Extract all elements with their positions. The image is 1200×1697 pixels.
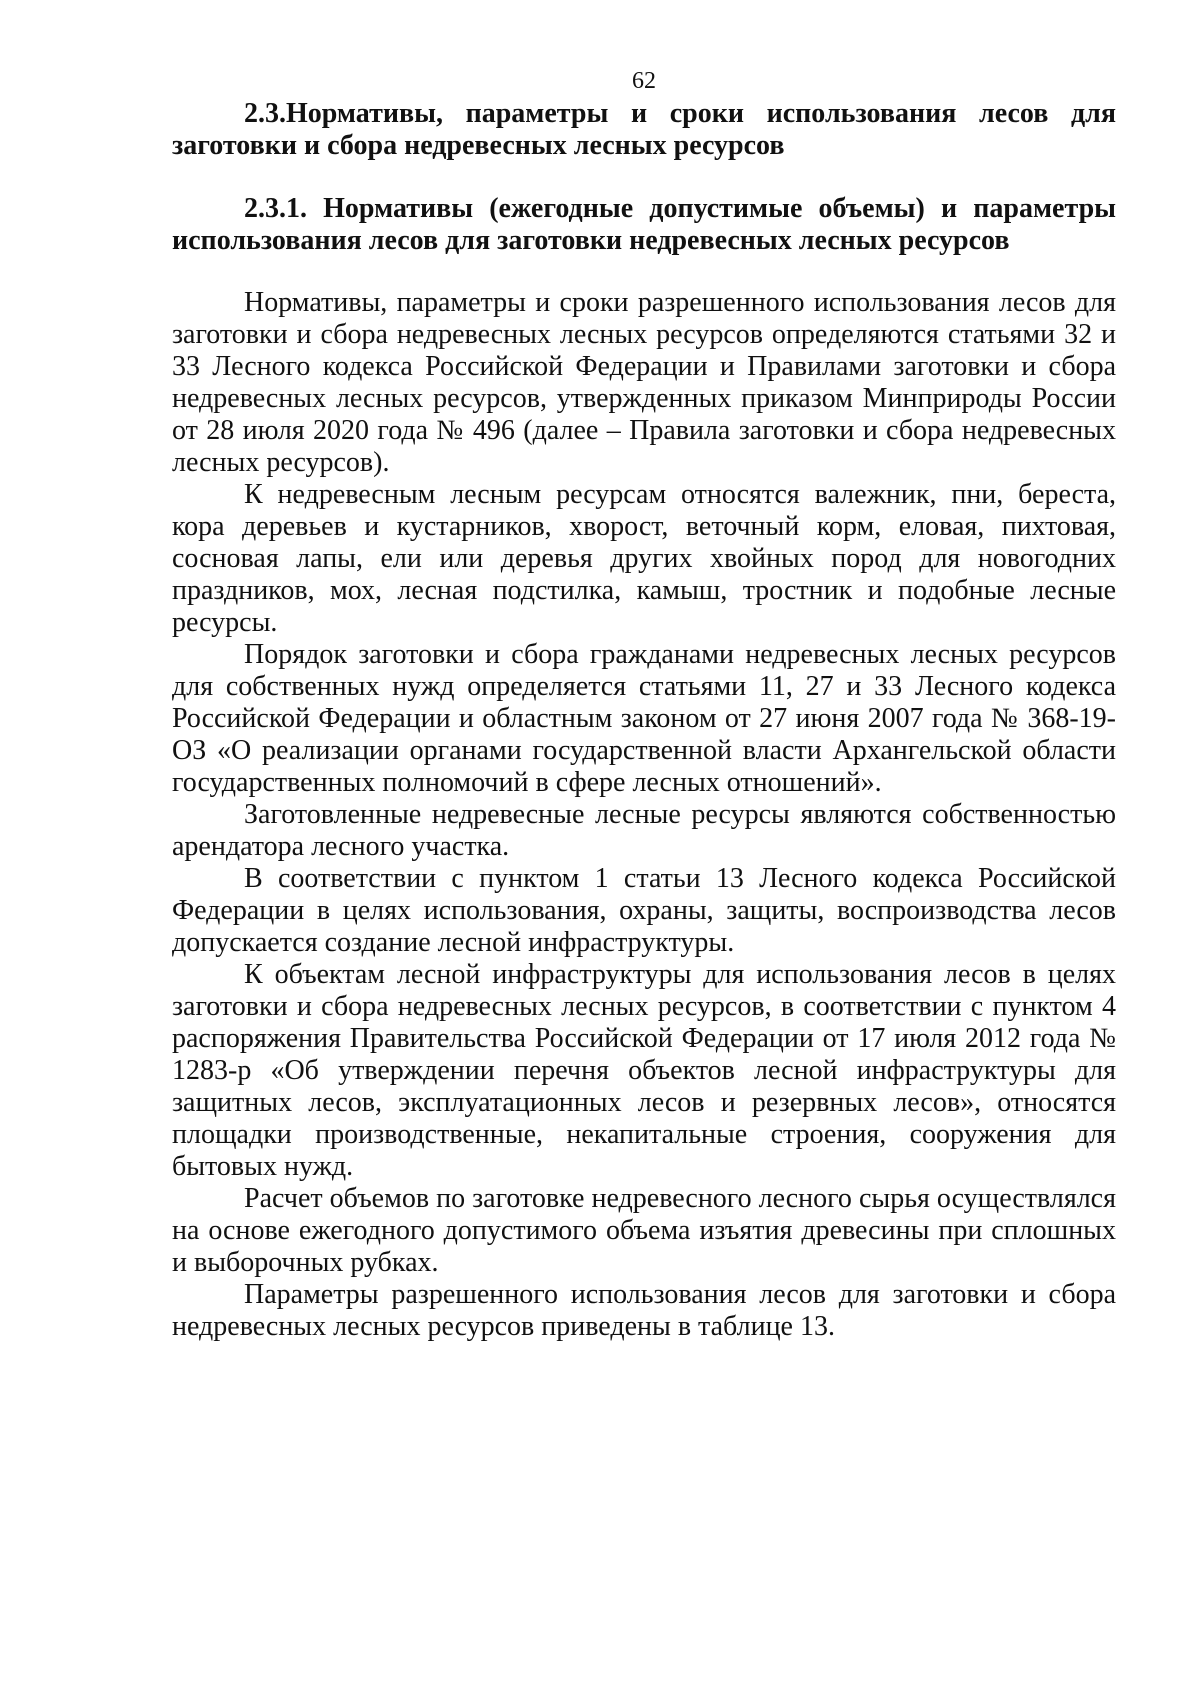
paragraph: К объектам лесной инфраструктуры для использования лесов в целях заготовки и сбора недревесных лесных ресурсов, в соответствии с пунктом 4 распоряжения Правительства Российской Федерации от 17 июля 2012 года № 1283-р «Об утверждении перечня объектов лесной инфраструктуры для защитных лесов, эксплуатационных лесов и резервных лесов», относятся площадки производственные, некапитальные строения, сооружения для бытовых нужд. bbox=[172, 959, 1116, 1182]
body-text bbox=[172, 287, 1116, 1343]
paragraph: К недревесным лесным ресурсам относятся валежник, пни, береста, кора деревьев и кустарников, хворост, веточный корм, еловая, пихтовая, сосновая лапы, ели или деревья других хвойных пород для новогодних праздников, мох, лесная подстилка, камыш, тростник и подобные лесные ресурсы. bbox=[172, 479, 1116, 638]
paragraph: Расчет объемов по заготовке недревесного лесного сырья осуществлялся на основе ежегодного допустимого объема изъятия древесины при сплошных и выборочных рубках. bbox=[172, 1183, 1116, 1278]
paragraph: Параметры разрешенного использования лесов для заготовки и сбора недревесных лесных ресурсов приведены в таблице 13. bbox=[172, 1279, 1116, 1342]
page-number: 62 bbox=[632, 68, 656, 94]
section-heading: 2.3.Нормативы, параметры и сроки использования лесов для заготовки и сбора недревесных лесных ресурсов bbox=[172, 98, 1116, 161]
subsection-heading: 2.3.1. Нормативы (ежегодные допустимые объемы) и параметры использования лесов для заготовки недревесных лесных ресурсов bbox=[172, 193, 1116, 256]
paragraph: В соответствии с пунктом 1 статьи 13 Лесного кодекса Российской Федерации в целях использования, охраны, защиты, воспроизводства лесов допускается создание лесной инфраструктуры. bbox=[172, 863, 1116, 958]
paragraph: Порядок заготовки и сбора гражданами недревесных лесных ресурсов для собственных нужд определяется статьями 11, 27 и 33 Лесного кодекса Российской Федерации и областным законом от 27 июня 2007 года № 368-19-ОЗ «О реализации органами государственной власти Архангельской области государственных полномочий в сфере лесных отношений». bbox=[172, 639, 1116, 798]
paragraph: Заготовленные недревесные лесные ресурсы являются собственностью арендатора лесного участка. bbox=[172, 799, 1116, 862]
paragraph: Нормативы, параметры и сроки разрешенного использования лесов для заготовки и сбора недревесных лесных ресурсов определяются статьями 32 и 33 Лесного кодекса Российской Федерации и Правилами заготовки и сбора недревесных лесных ресурсов, утвержденных приказом Минприроды России от 28 июля 2020 года № 496 (далее – Правила заготовки и сбора недревесных лесных ресурсов). bbox=[172, 287, 1116, 478]
document-page bbox=[172, 66, 1116, 1343]
